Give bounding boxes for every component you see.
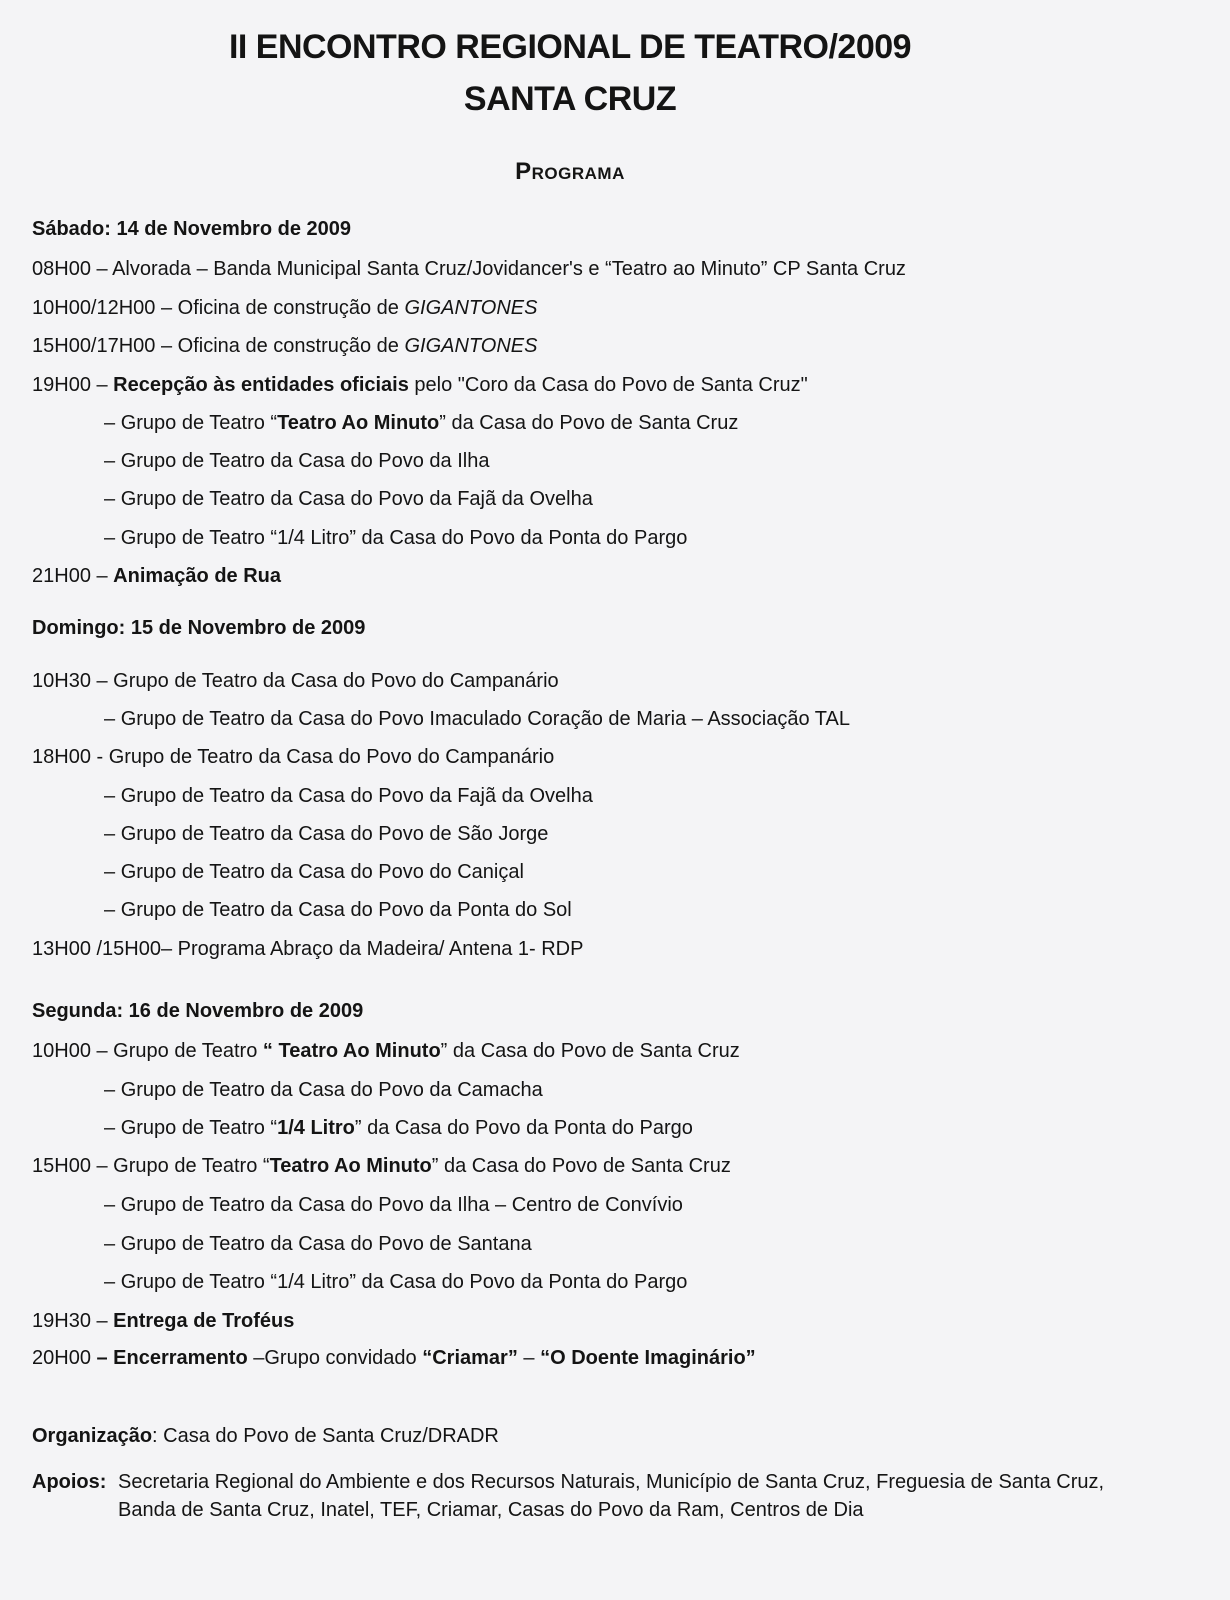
schedule-entry bbox=[32, 1155, 731, 1178]
entry-time: 13H00 /15H00– bbox=[32, 938, 178, 960]
schedule-entry bbox=[32, 670, 559, 693]
entry-text: Grupo de Teatro da Casa do Povo de Santana bbox=[120, 1233, 532, 1255]
apoios-line bbox=[32, 1468, 1112, 1524]
schedule-subentry bbox=[104, 1079, 543, 1102]
entry-time: – bbox=[104, 412, 121, 434]
schedule-subentry bbox=[104, 488, 593, 511]
entry-text: Grupo de Teatro da Casa do Povo da Ilha – Centro de Convívio bbox=[120, 1194, 683, 1216]
entry-time: – bbox=[104, 450, 121, 472]
schedule-subentry bbox=[104, 412, 738, 435]
program-heading: Programa bbox=[515, 158, 625, 185]
schedule-entry bbox=[32, 335, 537, 358]
entry-time: – bbox=[104, 899, 121, 921]
entry-text: Grupo de Teatro “ bbox=[113, 1155, 270, 1177]
entry-text: Teatro Ao Minuto bbox=[277, 412, 440, 434]
day-heading: Segunda: 16 de Novembro de 2009 bbox=[32, 1000, 364, 1022]
entry-time: – bbox=[104, 1117, 121, 1139]
entry-text: Grupo de Teatro da Casa do Povo da Fajã da Ovelha bbox=[120, 785, 593, 807]
schedule-subentry bbox=[104, 861, 524, 884]
day-heading: Domingo: 15 de Novembro de 2009 bbox=[32, 617, 366, 639]
entry-text: Grupo de Teatro da Casa do Povo do Campanário bbox=[113, 670, 559, 692]
entry-time: 18H00 - bbox=[32, 746, 109, 768]
entry-text: Grupo de Teatro “1/4 Litro” da Casa do Povo da Ponta do Pargo bbox=[120, 1271, 688, 1293]
entry-text: – Encerramento bbox=[96, 1347, 248, 1369]
entry-time: 10H00 – bbox=[32, 1040, 114, 1062]
entry-text: Oficina de construção de bbox=[177, 297, 405, 319]
entry-text: Grupo de Teatro da Casa do Povo de São Jorge bbox=[120, 823, 549, 845]
entry-text: Programa Abraço da Madeira/ Antena 1- RDP bbox=[177, 938, 584, 960]
entry-time: – bbox=[104, 488, 121, 510]
entry-time: – bbox=[104, 527, 121, 549]
entry-text: 1/4 Litro bbox=[277, 1117, 355, 1139]
entry-text: – bbox=[517, 1347, 541, 1369]
schedule-entry bbox=[32, 374, 808, 397]
entry-text: “O Doente Imaginário” bbox=[540, 1347, 756, 1369]
entry-text: pelo "Coro da Casa do Povo de Santa Cruz" bbox=[408, 374, 808, 396]
schedule-entry bbox=[32, 938, 583, 961]
entry-text: –Grupo convidado bbox=[247, 1347, 423, 1369]
day-heading: Sábado: 14 de Novembro de 2009 bbox=[32, 218, 352, 240]
entry-text: ” da Casa do Povo de Santa Cruz bbox=[440, 1040, 740, 1062]
entry-text: Grupo de Teatro da Casa do Povo da Ponta do Sol bbox=[120, 899, 572, 921]
entry-time: 19H00 – bbox=[32, 374, 114, 396]
schedule-subentry bbox=[104, 823, 548, 846]
schedule-subentry bbox=[104, 1117, 693, 1140]
schedule-subentry bbox=[104, 785, 593, 808]
entry-text: Entrega de Troféus bbox=[113, 1310, 295, 1332]
entry-time: – bbox=[104, 708, 121, 730]
schedule-entry bbox=[32, 746, 554, 769]
document-location: SANTA CRUZ bbox=[463, 80, 677, 118]
entry-text: Grupo de Teatro “ bbox=[120, 1117, 278, 1139]
entry-time: 19H30 – bbox=[32, 1310, 114, 1332]
entry-text: ” da Casa do Povo de Santa Cruz bbox=[431, 1155, 731, 1177]
entry-text: Alvorada – Banda Municipal Santa Cruz/Jovidancer's e “Teatro ao Minuto” CP Santa Cruz bbox=[112, 258, 906, 280]
schedule-entry bbox=[32, 1310, 294, 1333]
entry-time: – bbox=[104, 1194, 121, 1216]
entry-time: – bbox=[104, 785, 121, 807]
schedule-entry bbox=[32, 1040, 740, 1063]
entry-text: Teatro Ao Minuto bbox=[269, 1155, 432, 1177]
schedule-subentry bbox=[104, 1271, 687, 1294]
entry-time: – bbox=[104, 1271, 121, 1293]
schedule-entry bbox=[32, 565, 281, 588]
entry-text: Grupo de Teatro da Casa do Povo da Ilha bbox=[120, 450, 490, 472]
schedule-subentry bbox=[104, 1194, 683, 1217]
organizacao-label: Organização bbox=[32, 1425, 153, 1447]
schedule-subentry bbox=[104, 527, 687, 550]
entry-text: Grupo de Teatro da Casa do Povo Imaculado Coração de Maria – Associação TAL bbox=[120, 708, 851, 730]
entry-time: – bbox=[104, 1079, 121, 1101]
entry-text: Oficina de construção de bbox=[177, 335, 405, 357]
entry-time: 20H00 bbox=[32, 1347, 97, 1369]
entry-text: GIGANTONES bbox=[404, 297, 538, 319]
entry-text: Grupo de Teatro da Casa do Povo do Campanário bbox=[108, 746, 555, 768]
organizacao-line bbox=[32, 1422, 499, 1450]
organizacao-text: : Casa do Povo de Santa Cruz/DRADR bbox=[152, 1425, 499, 1447]
schedule-entry bbox=[32, 1347, 756, 1370]
schedule-subentry bbox=[104, 708, 850, 731]
entry-text: Grupo de Teatro da Casa do Povo da Camacha bbox=[120, 1079, 543, 1101]
entry-text: Grupo de Teatro bbox=[113, 1040, 263, 1062]
entry-text: Recepção às entidades oficiais bbox=[113, 374, 409, 396]
entry-text: Grupo de Teatro “1/4 Litro” da Casa do Povo da Ponta do Pargo bbox=[120, 527, 688, 549]
entry-text: “ Teatro Ao Minuto bbox=[262, 1040, 441, 1062]
entry-time: – bbox=[104, 823, 121, 845]
entry-time: 08H00 – bbox=[32, 258, 113, 280]
entry-time: – bbox=[104, 1233, 121, 1255]
entry-text: Animação de Rua bbox=[113, 565, 281, 587]
entry-text: Grupo de Teatro da Casa do Povo do Caniçal bbox=[120, 861, 524, 883]
entry-text: ” da Casa do Povo de Santa Cruz bbox=[439, 412, 739, 434]
entry-text: “Criamar” bbox=[422, 1347, 518, 1369]
entry-text: Grupo de Teatro “ bbox=[120, 412, 278, 434]
entry-text: Grupo de Teatro da Casa do Povo da Fajã da Ovelha bbox=[120, 488, 593, 510]
entry-text: GIGANTONES bbox=[404, 335, 538, 357]
entry-time: 15H00/17H00 – bbox=[32, 335, 178, 357]
entry-time: 15H00 – bbox=[32, 1155, 114, 1177]
schedule-subentry bbox=[104, 450, 489, 473]
entry-time: 21H00 – bbox=[32, 565, 114, 587]
document-title: II ENCONTRO REGIONAL DE TEATRO/2009 bbox=[228, 28, 912, 66]
entry-time: 10H30 – bbox=[32, 670, 114, 692]
apoios-label: Apoios: bbox=[32, 1471, 107, 1493]
entry-time: 10H00/12H00 – bbox=[32, 297, 178, 319]
schedule-subentry bbox=[104, 1233, 532, 1256]
schedule-entry bbox=[32, 297, 537, 320]
entry-time: – bbox=[104, 861, 121, 883]
apoios-text: Secretaria Regional do Ambiente e dos Recursos Naturais, Município de Santa Cruz, Freguesia de Santa Cruz, Banda de Santa Cruz, Inatel, TEF, Criamar, Casas do Povo da Ram, Centros de Dia bbox=[118, 1471, 1105, 1521]
schedule-subentry bbox=[104, 899, 572, 922]
entry-text: ” da Casa do Povo da Ponta do Pargo bbox=[354, 1117, 693, 1139]
schedule-entry bbox=[32, 258, 906, 281]
